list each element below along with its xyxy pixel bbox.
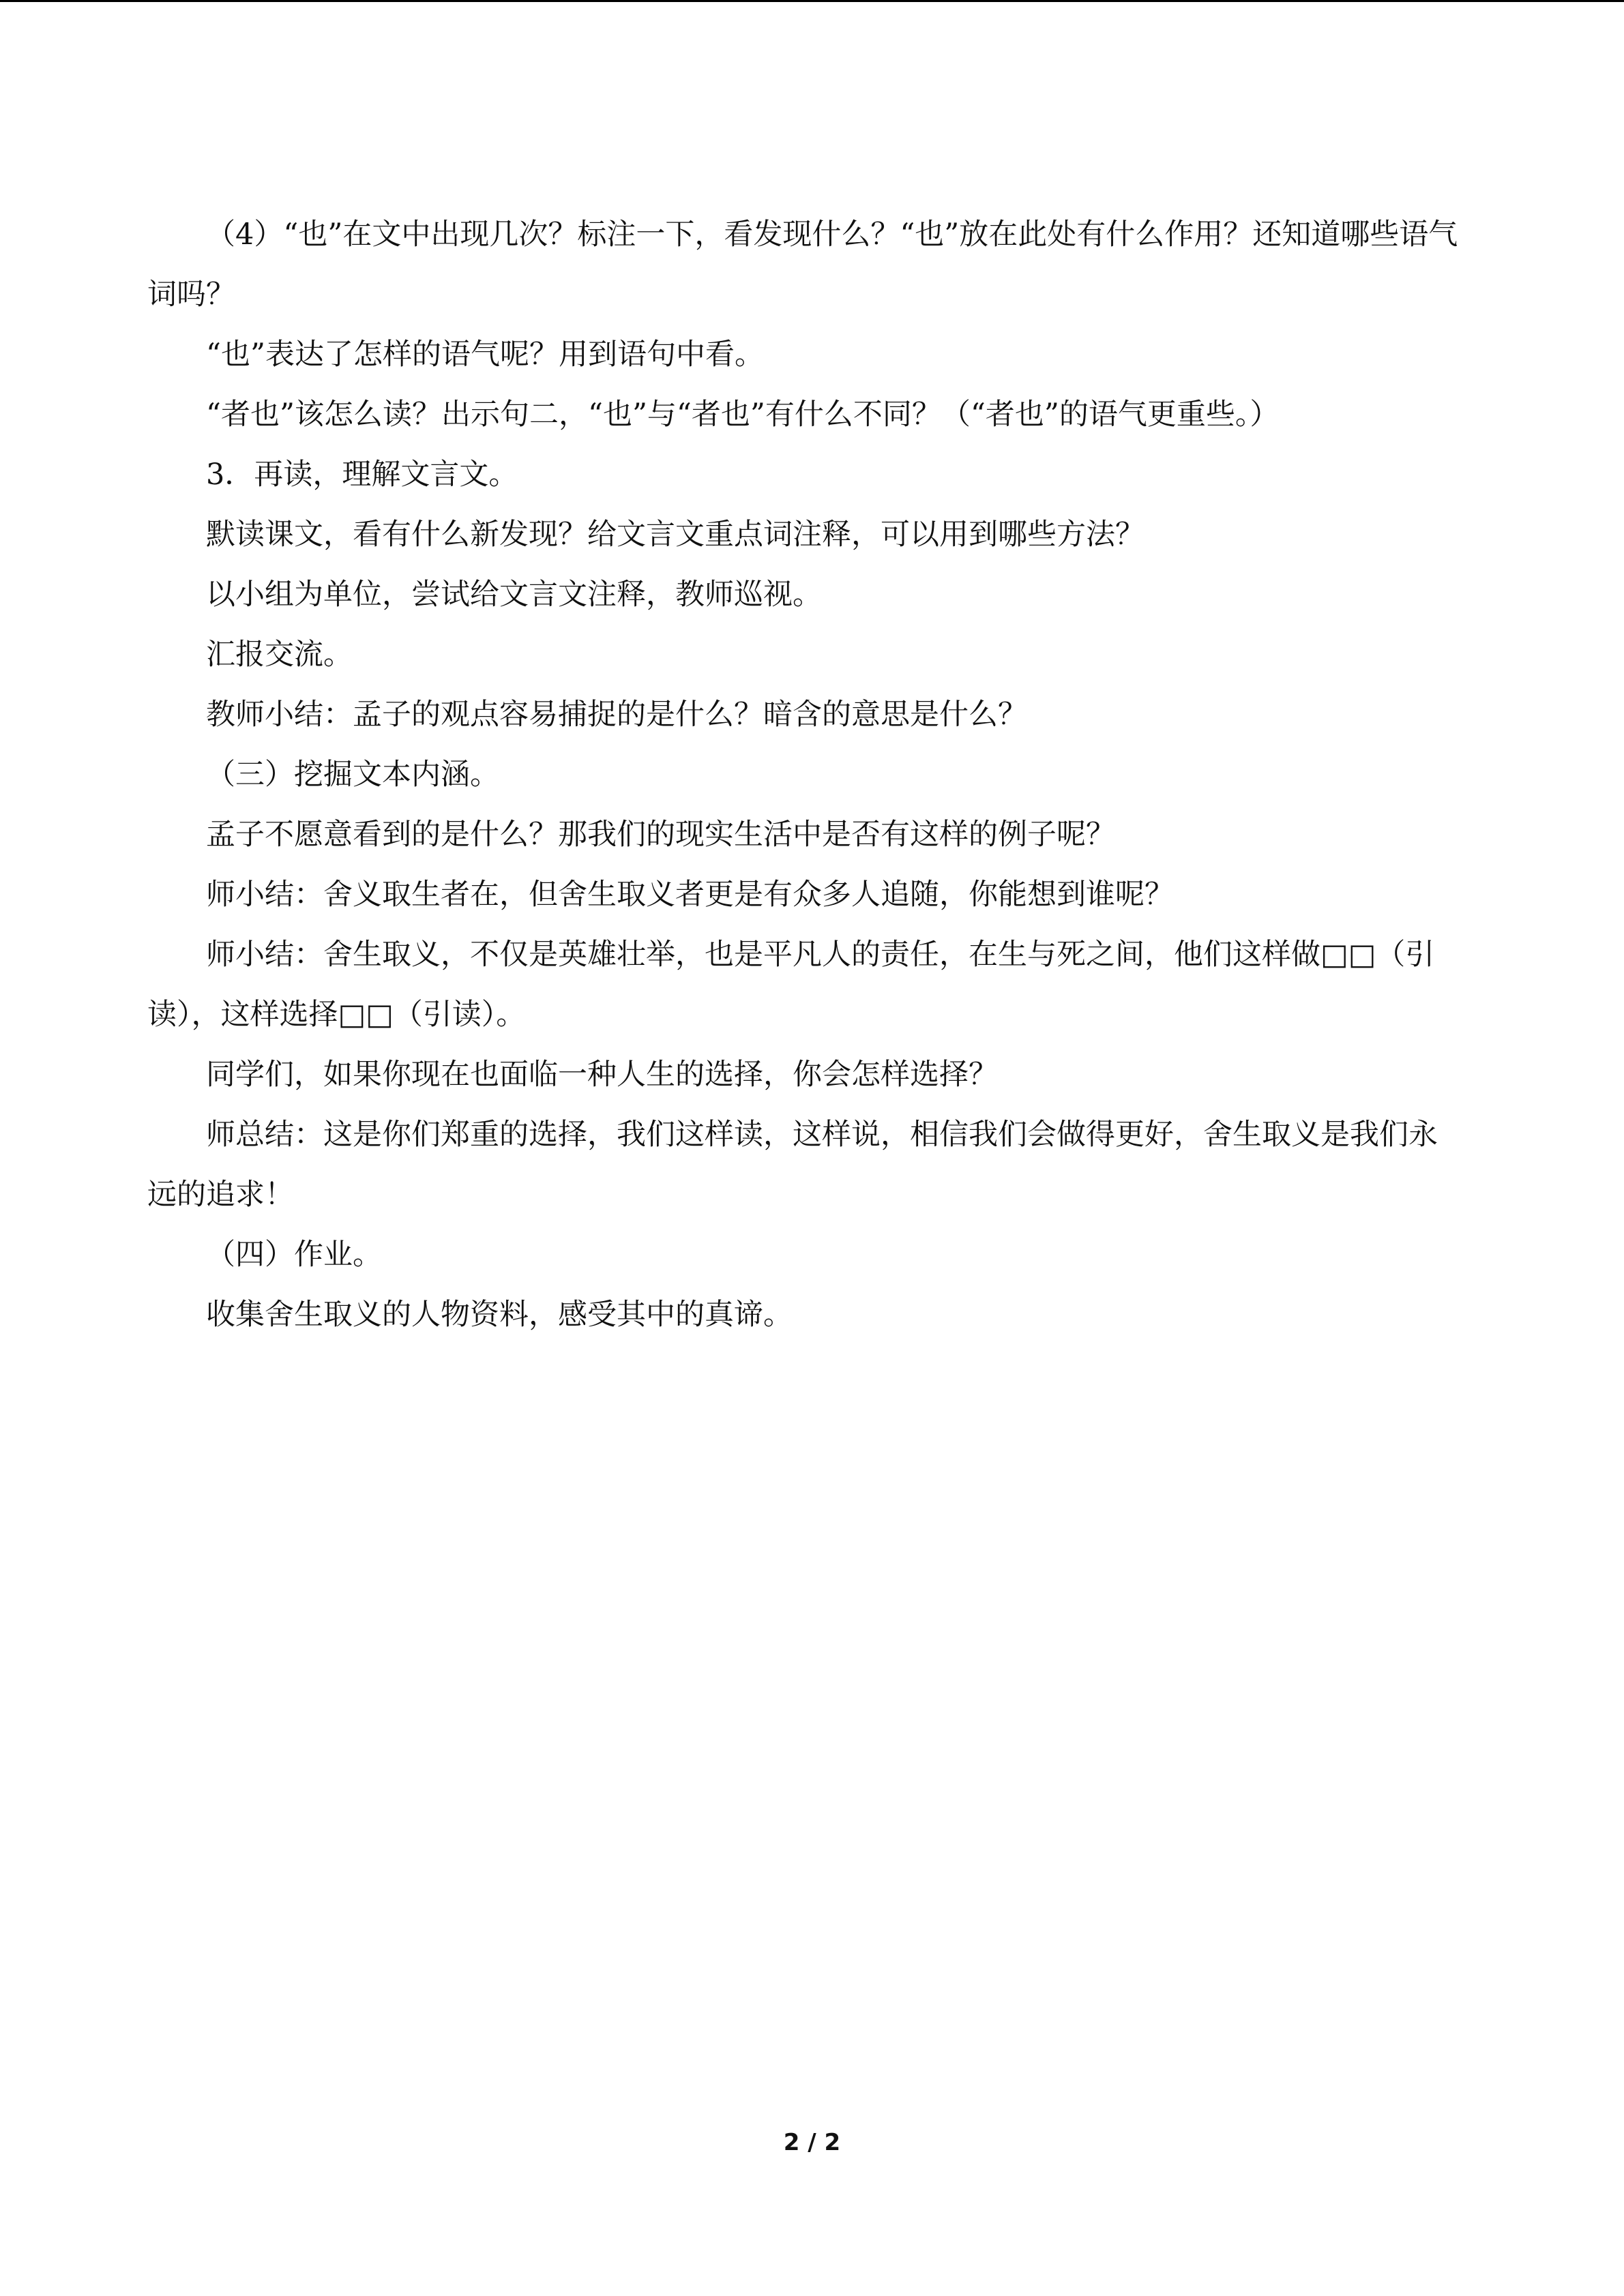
paragraph-7: 汇报交流。 <box>206 638 353 672</box>
paragraph-9: （三）挖掘文本内涵。 <box>206 758 499 792</box>
paragraph-1: （4）“也”在文中出现几次？标注一下，看发现什么？“也”放在此处有什么作用？还知道哪些语气词吗？ <box>147 218 1458 312</box>
paragraph-4: 3．再读，理解文言文。 <box>206 458 518 492</box>
top-border-line <box>0 0 1624 2</box>
paragraph-13: 同学们，如果你现在也面临一种人生的选择，你会怎样选择？ <box>206 1058 998 1092</box>
paragraph-8: 教师小结：孟子的观点容易捕捉的是什么？暗含的意思是什么？ <box>206 698 1027 732</box>
paragraph-12: 师小结：舍生取义，不仅是英雄壮举，也是平凡人的责任，在生与死之间，他们这样做□□（引读），这样选择□□（引读）。 <box>147 938 1435 1032</box>
paragraph-3: “者也”该怎么读？出示句二，“也”与“者也”有什么不同？（“者也”的语气更重些。） <box>206 398 1280 432</box>
paragraph-11: 师小结：舍义取生者在，但舍生取义者更是有众多人追随，你能想到谁呢？ <box>206 878 1174 912</box>
paragraph-16: 收集舍生取义的人物资料，感受其中的真谛。 <box>206 1298 793 1332</box>
paragraph-2: “也”表达了怎样的语气呢？用到语句中看。 <box>206 338 764 372</box>
paragraph-15: （四）作业。 <box>206 1238 382 1272</box>
paragraph-5: 默读课文，看有什么新发现？给文言文重点词注释，可以用到哪些方法？ <box>206 518 1145 552</box>
paragraph-14: 师总结：这是你们郑重的选择，我们这样读，这样说，相信我们会做得更好，舍生取义是我们永远的追求！ <box>147 1118 1438 1212</box>
paragraph-10: 孟子不愿意看到的是什么？那我们的现实生活中是否有这样的例子呢？ <box>206 818 1115 852</box>
paragraph-6: 以小组为单位，尝试给文言文注释，教师巡视。 <box>206 578 822 612</box>
document-body <box>147 205 1464 1345</box>
page-number: 2 / 2 <box>783 2129 841 2156</box>
